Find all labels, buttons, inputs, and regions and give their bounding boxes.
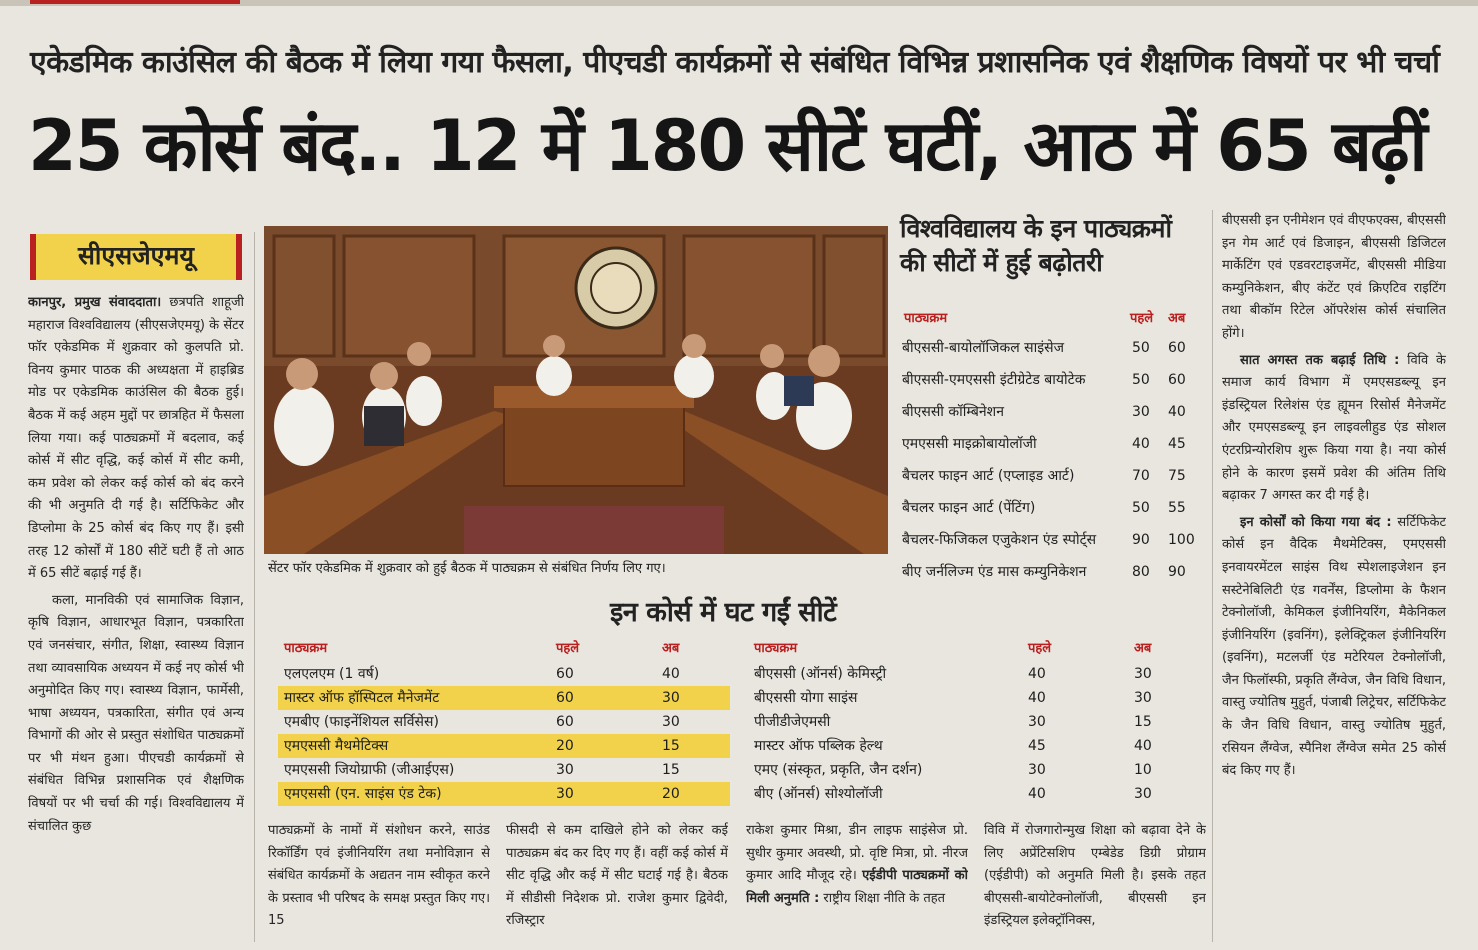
decrease-right-row: [750, 782, 1202, 806]
section-tag: सीएसजेएमयू: [30, 234, 242, 280]
decrease-left-before-cell: 30: [556, 762, 574, 778]
decrease-left-now-cell: 30: [662, 690, 680, 706]
decrease-left-course-cell: एमएससी (एन. साइंस एंड टेक): [284, 786, 442, 802]
photo-caption: सेंटर फॉर एकेडमिक में शुक्रवार को हुई बैठक में पाठ्यक्रम से संबंधित निर्णय लिए गए।: [268, 561, 666, 576]
increase-table: [900, 308, 1200, 588]
date-extended-subhead: सात अगस्त तक बढ़ाई तिथि :: [1240, 352, 1400, 368]
increase-now-cell: 60: [1168, 340, 1186, 356]
decrease-right-row: [750, 662, 1202, 686]
right-article-column: [1222, 210, 1446, 942]
increase-row: [900, 556, 1200, 588]
bottom-column-4: विवि में रोजगारोन्मुख शिक्षा को बढ़ावा देने के लिए अप्रेंटिसशिप एम्बेडेड डिग्री प्रोग्राम (एईडीपी) को अनुमति मिली है। इसके तहत बीएससी-बायोटेक्नोलॉजी, बीएससी इन इंडस्ट्रियल इलेक्ट्रॉनिक्स,: [984, 823, 1206, 929]
decrease-table-left: [278, 638, 730, 806]
bottom-column-3-text-2: राष्ट्रीय शिक्षा नीति के तहत: [819, 890, 946, 906]
column-rule-left: [254, 232, 255, 942]
kicker-headline: एकेडमिक काउंसिल की बैठक में लिया गया फैसला, पीएचडी कार्यक्रमों से संबंधित विभिन्न प्रशासनिक एवं शैक्षणिक विषयों पर भी चर्चा: [30, 45, 1440, 80]
decrease-right-header-course: पाठ्यक्रम: [754, 641, 798, 656]
increase-now-cell: 90: [1168, 564, 1186, 580]
decrease-right-course-cell: बीएससी (ऑनर्स) केमिस्ट्री: [754, 666, 887, 682]
increase-now-cell: 60: [1168, 372, 1186, 388]
increase-course-cell: बैचलर फाइन आर्ट (पेंटिंग): [902, 500, 1036, 516]
decrease-left-before-cell: 60: [556, 666, 574, 682]
decrease-left-before-cell: 20: [556, 738, 574, 754]
increase-title-line-2: की सीटों में हुई बढ़ोतरी: [900, 248, 1103, 277]
decrease-right-row: [750, 710, 1202, 734]
increase-course-cell: एमएससी माइक्रोबायोलॉजी: [902, 436, 1037, 452]
bottom-column-1: पाठ्यक्रमों के नामों में संशोधन करने, साउंड रिकॉर्डिंग एवं इंजीनियरिंग तथा मनोविज्ञान से संबंधित कार्यक्रमों के अद्यतन नाम स्वीकृत करने के प्रस्ताव भी परिषद के समक्ष प्रस्तुत किए गए। 15: [268, 823, 490, 929]
decrease-left-row: [278, 662, 730, 686]
decrease-left-row: [278, 782, 730, 806]
decrease-right-before-cell: 40: [1028, 786, 1046, 802]
increase-course-cell: बीएससी-बायोलॉजिकल साइंसेज: [902, 340, 1064, 356]
decrease-left-header-course: पाठ्यक्रम: [284, 641, 328, 656]
top-strip: [0, 0, 1478, 6]
increase-before-cell: 40: [1132, 436, 1150, 452]
increase-course-cell: बैचलर फाइन आर्ट (एप्लाइड आर्ट): [902, 468, 1075, 484]
increase-before-cell: 50: [1132, 372, 1150, 388]
decrease-left-course-cell: एमएससी जियोग्राफी (जीआईएस): [284, 762, 455, 778]
increase-row: [900, 428, 1200, 460]
increase-row: [900, 492, 1200, 524]
decrease-right-before-cell: 30: [1028, 714, 1046, 730]
top-red-bar: [30, 0, 240, 4]
decrease-left-course-cell: एमबीए (फाइनेंशियल सर्विसेस): [284, 714, 439, 730]
decrease-right-now-cell: 30: [1134, 786, 1152, 802]
increase-before-cell: 70: [1132, 468, 1150, 484]
aedp-subhead: एईडीपी पाठ्यक्रमों को मिली अनुमति :: [746, 868, 968, 906]
increase-row: [900, 460, 1200, 492]
increase-now-cell: 75: [1168, 468, 1186, 484]
decrease-left-header: [278, 638, 730, 662]
column-rule-right: [1212, 210, 1213, 942]
bottom-column-3: [746, 820, 968, 942]
decrease-right-before-cell: 45: [1028, 738, 1046, 754]
increase-row: [900, 524, 1200, 556]
increase-header-now: अब: [1168, 311, 1186, 326]
increase-now-cell: 100: [1168, 532, 1195, 548]
right-para-3: सर्टिफिकेट कोर्स इन वैदिक मैथमेटिक्स, एमएससी इनवायरमेंटल साइंस विथ स्पेशलाइजेशन इन सस्टेनेबिलिटी एंड गवर्नेंस, डिप्लोमा के फैशन टेक्नोलॉजी, केमिकल इंजीनियरिंग, मैकेनिकल इंजीनियरिंग (इवनिंग), इलेक्ट्रिकल इंजीनियरिंग (इवनिंग), मटलर्जी एंड मटेरियल टेक्नोलॉजी, जैन फिलॉस्फी, प्रकृति लैंग्वेज, जैन विधि विधान, वास्तु ज्योतिष मुहुर्त, पंजाबी लिट्रेचर, सर्टिफिकेट के जैन विधि विधान, वास्तु ज्योतिष मुहुर्त, रसियन लैंग्वेज, स्पैनिश लैंग्वेज समेत 25 कोर्स बंद किए गए हैं।: [1222, 514, 1446, 779]
increase-before-cell: 90: [1132, 532, 1150, 548]
decrease-left-now-cell: 15: [662, 762, 680, 778]
increase-now-cell: 40: [1168, 404, 1186, 420]
decrease-right-before-cell: 30: [1028, 762, 1046, 778]
decrease-left-now-cell: 40: [662, 666, 680, 682]
main-headline: 25 कोर्स बंद.. 12 में 180 सीटें घटीं, आठ में 65 बढ़ीं: [28, 105, 1426, 187]
decrease-left-now-cell: 30: [662, 714, 680, 730]
decrease-right-before-cell: 40: [1028, 690, 1046, 706]
left-para-1: छत्रपति शाहूजी महाराज विश्वविद्यालय (सीएसजेएमयू) के सेंटर फॉर एकेडमिक में शुक्रवार को कुलपति प्रो. विनय कुमार पाठक की अध्यक्षता में हाइब्रिड मोड पर एकेडमिक काउंसिल की बैठक हुई। बैठक में कई अहम मुद्दों पर छात्रहित में फैसला लिया गया। कई पाठ्यक्रमों में बदलाव, कई कोर्स में सीट वृद्धि, कई कोर्स में सीट कमी, कम प्रवेश को लेकर कई कोर्स को बंद करने की भी अनुमति दी गई है। सर्टिफिकेट और डिप्लोमा के 25 कोर्स बंद किए गए हैं। इसी तरह 12 कोर्सों में 180 सीटें घटी हैं तो आठ में 65 सीटें बढ़ाई गई हैं।: [28, 295, 244, 582]
increase-table-header: [900, 308, 1200, 332]
decrease-right-now-cell: 15: [1134, 714, 1152, 730]
decrease-right-header-now: अब: [1134, 641, 1152, 656]
increase-row: [900, 332, 1200, 364]
increase-table-title: [900, 212, 1171, 280]
decrease-right-now-cell: 10: [1134, 762, 1152, 778]
decrease-left-header-before: पहले: [556, 641, 580, 656]
decrease-right-header: [750, 638, 1202, 662]
decrease-left-before-cell: 30: [556, 786, 574, 802]
decrease-right-row: [750, 734, 1202, 758]
increase-row: [900, 396, 1200, 428]
increase-course-cell: बीएससी कॉम्बिनेशन: [902, 404, 1004, 420]
right-para-1: बीएससी इन एनीमेशन एवं वीएफएक्स, बीएससी इन गेम आर्ट एवं डिजाइन, बीएससी डिजिटल मार्केटिंग एवं एडवरटाइजमेंट, बीएससी मीडिया कम्युनिकेशन, बीए कंटेंट एवं क्रिएटिव राइटिंग तथा बीकॉम रिटेल ऑपरेशंस कोर्स संचालित होंगे।: [1222, 213, 1446, 341]
decrease-right-now-cell: 40: [1134, 738, 1152, 754]
increase-course-cell: बैचलर-फिजिकल एजुकेशन एंड स्पोर्ट्स: [902, 532, 1097, 548]
decrease-left-header-now: अब: [662, 641, 680, 656]
increase-before-cell: 80: [1132, 564, 1150, 580]
decrease-left-now-cell: 15: [662, 738, 680, 754]
decrease-right-course-cell: मास्टर ऑफ पब्लिक हेल्थ: [754, 738, 883, 754]
courses-closed-subhead: इन कोर्सों को किया गया बंद :: [1240, 514, 1392, 530]
decrease-left-now-cell: 20: [662, 786, 680, 802]
increase-header-before: पहले: [1130, 311, 1154, 326]
increase-course-cell: बीएससी-एमएससी इंटीग्रेटेड बायोटेक: [902, 372, 1086, 388]
meeting-photo-illustration: [264, 226, 888, 554]
left-para-2: कला, मानविकी एवं सामाजिक विज्ञान, कृषि विज्ञान, आधारभूत विज्ञान, पत्रकारिता एवं जनसंचार, संगीत, शिक्षा, स्वास्थ्य विज्ञान तथा व्यावसायिक अध्ययन में कई नए कोर्स भी अनुमोदित किए गए। स्वास्थ्य विज्ञान, फार्मेसी, भाषा अध्ययन, पत्रकारिता, संगीत एवं अन्य विभागों की ओर से प्रस्तुत संशोधित पाठ्यक्रमों पर भी मंथन हुआ। पीएचडी कार्यक्रमों से संबंधित विभिन्न प्रशासनिक एवं शैक्षणिक विषयों पर भी चर्चा की गई। विश्वविद्यालय में संचालित कुछ: [28, 592, 244, 834]
decrease-left-course-cell: एलएलएम (1 वर्ष): [284, 666, 380, 682]
increase-before-cell: 30: [1132, 404, 1150, 420]
decrease-right-before-cell: 40: [1028, 666, 1046, 682]
decrease-right-course-cell: बीए (ऑनर्स) सोश्योलॉजी: [754, 786, 883, 802]
decrease-left-before-cell: 60: [556, 690, 574, 706]
decrease-left-before-cell: 60: [556, 714, 574, 730]
decrease-right-course-cell: पीजीडीजेएमसी: [754, 714, 831, 730]
left-article-column: [28, 292, 244, 942]
meeting-photo: [264, 226, 888, 554]
increase-header-course: पाठ्यक्रम: [904, 311, 948, 326]
increase-course-cell: बीए जर्नलिज्म एंड मास कम्युनिकेशन: [902, 564, 1087, 580]
right-para-2: विवि के समाज कार्य विभाग में एमएसडब्ल्यू इन इंडस्ट्रियल रिलेशंस एंड ह्यूमन रिसोर्स मैनेजमेंट और एमएसडब्ल्यू इन लाइवलीहुड एंड सोशल एंटरप्रिन्योरशिप शुरू किया गया है। नया कोर्स होने के कारण इसमें प्रवेश की अंतिम तिथि बढ़ाकर 7 अगस्त कर दी गई है।: [1222, 352, 1446, 504]
dateline: कानपुर, प्रमुख संवाददाता।: [28, 295, 162, 310]
increase-now-cell: 55: [1168, 500, 1186, 516]
decrease-right-course-cell: एमए (संस्कृत, प्रकृति, जैन दर्शन): [754, 762, 923, 778]
decrease-right-now-cell: 30: [1134, 666, 1152, 682]
decrease-right-header-before: पहले: [1028, 641, 1052, 656]
decrease-table-right: [750, 638, 1202, 806]
increase-before-cell: 50: [1132, 500, 1150, 516]
decrease-left-course-cell: एमएससी मैथमेटिक्स: [284, 738, 389, 754]
increase-title-line-1: विश्वविद्यालय के इन पाठ्यक्रमों: [900, 214, 1172, 243]
decrease-right-row: [750, 686, 1202, 710]
decrease-left-row: [278, 710, 730, 734]
decrease-left-row: [278, 686, 730, 710]
bottom-column-3-text: राकेश कुमार मिश्रा, डीन लाइफ साइंसेज प्रो. सुधीर कुमार अवस्थी, प्रो. वृष्टि मित्रा, प्रो. नीरज कुमार आदि मौजूद रहे।: [746, 823, 968, 884]
increase-before-cell: 50: [1132, 340, 1150, 356]
decrease-left-row: [278, 734, 730, 758]
decrease-left-row: [278, 758, 730, 782]
decrease-table-title: इन कोर्स में घट गईं सीटें: [610, 597, 837, 628]
decrease-left-course-cell: मास्टर ऑफ हॉस्पिटल मैनेजमेंट: [284, 690, 440, 706]
decrease-right-course-cell: बीएससी योगा साइंस: [754, 690, 858, 706]
bottom-column-2: फीसदी से कम दाखिले होने को लेकर कई पाठ्यक्रम बंद कर दिए गए हैं। वहीं कई कोर्स में सीट वृद्धि और कई में सीट घटाई गई है। बैठक में सीडीसी निदेशक प्रो. राजेश कुमार द्विवेदी, रजिस्ट्रार: [506, 823, 728, 929]
increase-row: [900, 364, 1200, 396]
increase-now-cell: 45: [1168, 436, 1186, 452]
decrease-right-now-cell: 30: [1134, 690, 1152, 706]
decrease-right-row: [750, 758, 1202, 782]
